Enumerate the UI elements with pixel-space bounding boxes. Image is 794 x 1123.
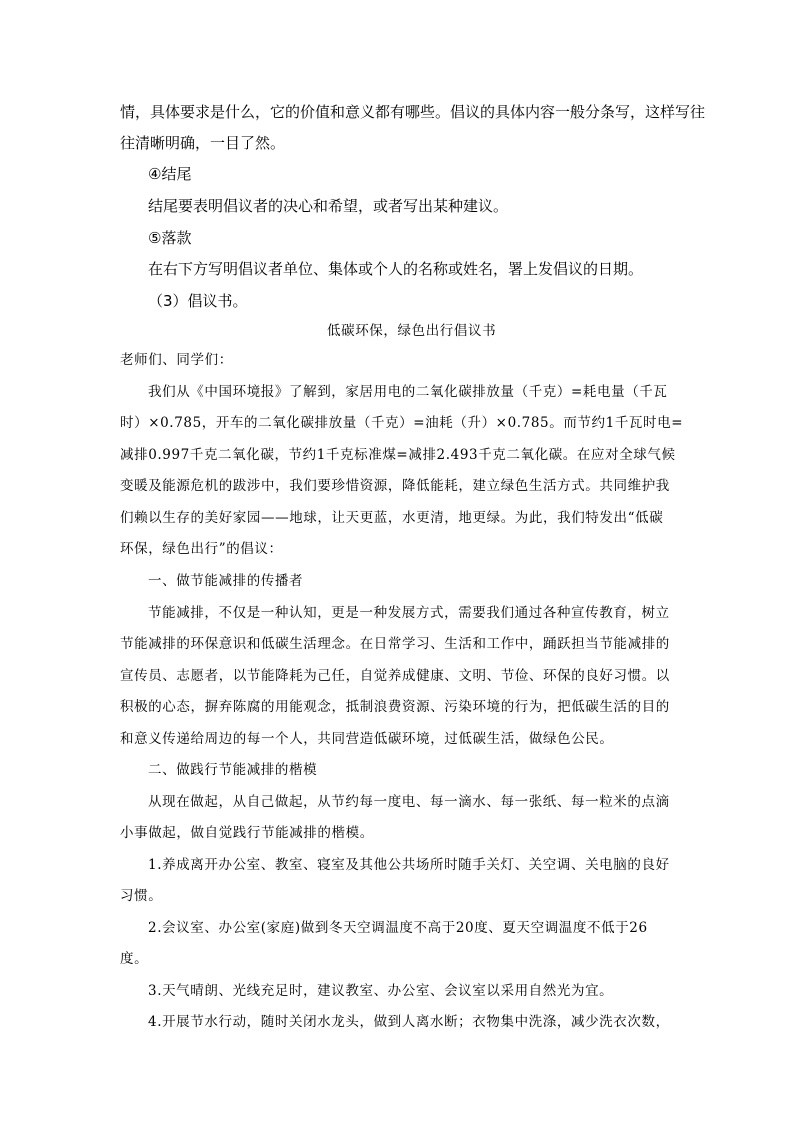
letter-p2-line: 积极的心态，摒弃陈腐的用能观念，抵制浪费资源、污染环境的行为，把低碳生活的目的	[120, 699, 670, 715]
list-item-4: 4.开展节水行动，随时关闭水龙头，做到人离水断；衣物集中洗涤，减少洗衣次数，	[148, 1014, 670, 1030]
letter-salutation: 老师们、同学们：	[120, 352, 233, 368]
list-item-3: 3.天气晴朗、光线充足时，建议教室、办公室、会议室以采用自然光为宜。	[148, 983, 614, 999]
letter-p2-line: 和意义传递给周边的每一个人，共同营造低碳环境，过低碳生活，做绿色公民。	[120, 731, 614, 747]
heading-ending: ④结尾	[148, 165, 192, 183]
heading-signature: ⑤落款	[148, 229, 192, 247]
letter-heading-2: 二、做践行节能减排的楷模	[148, 762, 318, 778]
letter-p1-line: 环保，绿色出行”的倡议：	[120, 541, 283, 557]
intro-line-1: 情，具体要求是什么，它的价值和意义都有哪些。倡议的具体内容一般分条写，这样写往	[120, 103, 706, 121]
letter-p3-line: 从现在做起，从自己做起，从节约每一度电、每一滴水、每一张纸、每一粒米的点滴	[148, 794, 670, 810]
letter-p3-line: 小事做起，做自觉践行节能减排的楷模。	[120, 825, 374, 841]
letter-p1-line: 我们从《中国环境报》了解到，家居用电的二氧化碳排放量（千克）=耗电量（千瓦	[148, 384, 668, 400]
list-item-1-line: 习惯。	[120, 888, 163, 904]
letter-p1-line: 变暖及能源危机的跋涉中，我们要珍惜资源，降低能耗，建立绿色生活方式。共同维护我	[120, 478, 670, 494]
letter-p2-line: 节能减排，不仅是一种认知，更是一种发展方式，需要我们通过各种宣传教育，树立	[148, 605, 670, 621]
letter-p2-line: 节能减排的环保意识和低碳生活理念。在日常学习、生活和工作中，踊跃担当节能减排的	[120, 636, 670, 652]
ending-paragraph: 结尾要表明倡议者的决心和希望，或者写出某种建议。	[148, 197, 509, 215]
letter-heading-1: 一、做节能减排的传播者	[148, 573, 304, 589]
letter-title: 低碳环保，绿色出行倡议书	[327, 323, 497, 339]
letter-p1-line: 时）×0.785，开车的二氧化碳排放量（千克）=油耗（升）×0.785。而节约1千瓦时电=	[120, 415, 684, 431]
list-item-2-line: 度。	[120, 951, 149, 967]
list-item-1-line: 1.养成离开办公室、教室、寝室及其他公共场所时随手关灯、关空调、关电脑的良好	[148, 857, 670, 873]
intro-line-2: 往清晰明确，一目了然。	[120, 134, 286, 152]
section-heading-3: （3）倡议书。	[148, 292, 248, 310]
signature-paragraph: 在右下方写明倡议者单位、集体或个人的名称或姓名，署上发倡议的日期。	[148, 260, 644, 278]
list-item-2-line: 2.会议室、办公室(家庭)做到冬天空调温度不高于20度、夏天空调温度不低于26	[148, 920, 648, 936]
letter-p2-line: 宣传员、志愿者，以节能降耗为己任，自觉养成健康、文明、节俭、环保的良好习惯。以	[120, 668, 670, 684]
letter-p1-line: 们赖以生存的美好家园——地球，让天更蓝，水更清，地更绿。为此，我们特发出“低碳	[120, 510, 664, 526]
letter-p1-line: 减排0.997千克二氧化碳，节约1千克标准煤=减排2.493千克二氧化碳。在应对全球气候	[120, 447, 676, 463]
